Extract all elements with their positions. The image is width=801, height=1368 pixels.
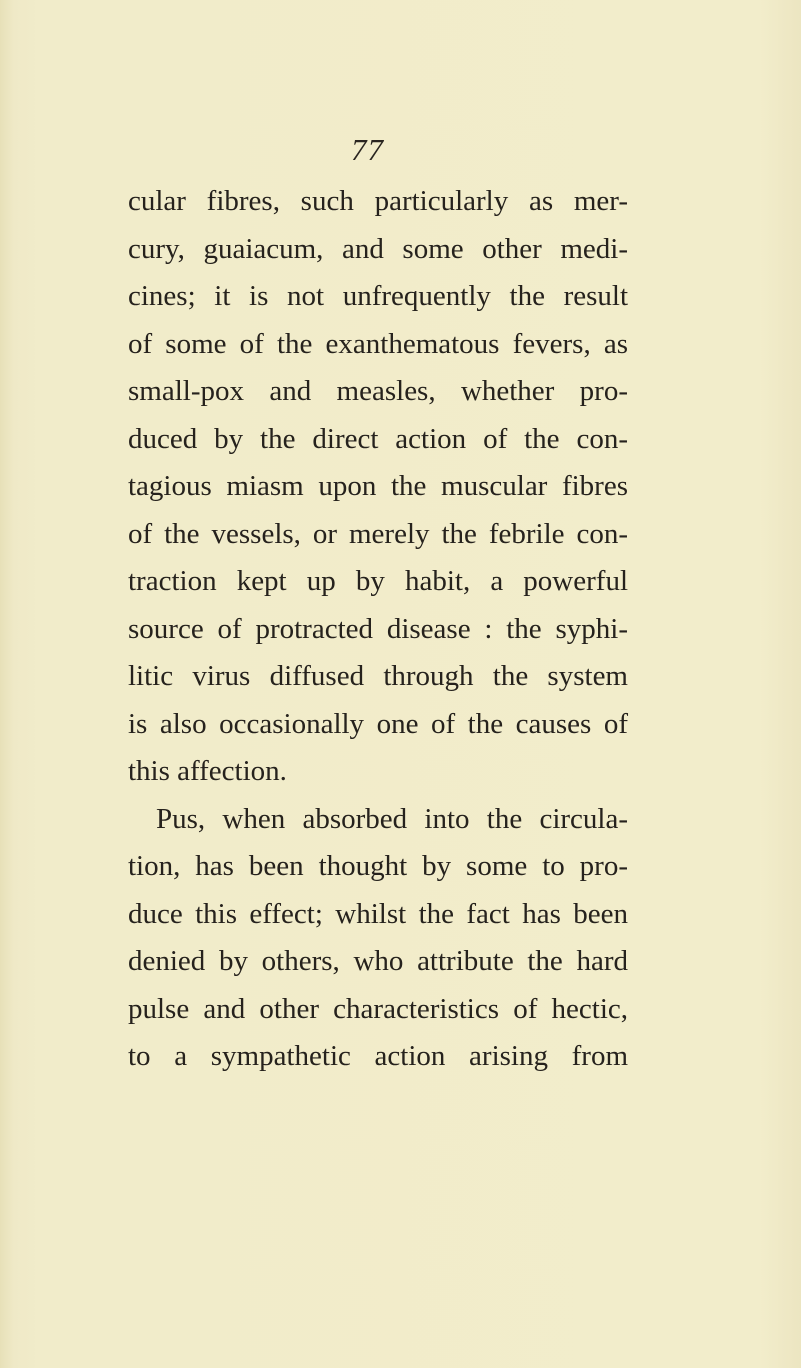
text-line: small-pox and measles, whether pro- <box>128 375 628 407</box>
text-line: denied by others, who attribute the hard <box>128 945 628 977</box>
text-line: duced by the direct action of the con- <box>128 422 628 455</box>
text-line: to a sympathetic action arising from <box>128 1040 628 1072</box>
page-body-text <box>128 178 628 1081</box>
page-number: 77 <box>351 132 384 167</box>
text-line: of the vessels, or merely the febrile con- <box>128 517 628 550</box>
text-line: of some of the exanthematous fevers, as <box>128 327 628 360</box>
text-line: duce this effect; whilst the fact has been <box>128 897 628 930</box>
text-line: tion, has been thought by some to pro- <box>128 850 628 882</box>
text-line: traction kept up by habit, a powerful <box>128 565 628 597</box>
text-line: pulse and other characteristics of hectic, <box>128 992 628 1025</box>
text-line: litic virus diffused through the system <box>128 660 628 692</box>
text-line: Pus, when absorbed into the circula- <box>156 802 628 835</box>
text-line: this affection. <box>128 755 287 787</box>
text-line: cular fibres, such particularly as mer- <box>128 185 628 217</box>
text-line: source of protracted disease : the syphi- <box>128 612 628 645</box>
text-line: tagious miasm upon the muscular fibres <box>128 470 628 502</box>
text-line: is also occasionally one of the causes of <box>128 707 628 740</box>
text-line: cury, guaiacum, and some other medi- <box>128 232 628 265</box>
text-line: cines; it is not unfrequently the result <box>128 280 628 312</box>
